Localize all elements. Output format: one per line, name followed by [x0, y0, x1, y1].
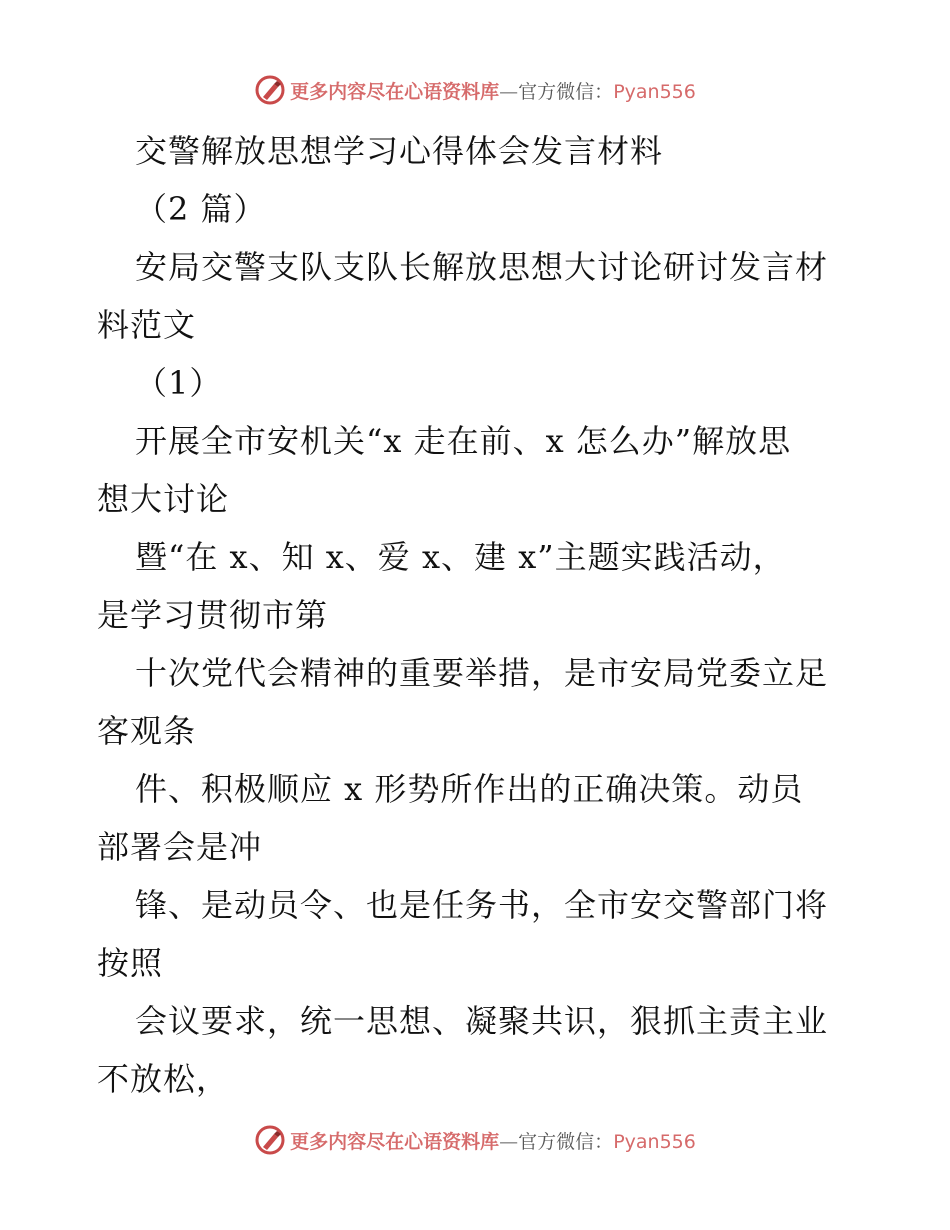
paragraph-line: 暨“在 x、知 x、爱 x、建 x”主题实践活动，: [135, 538, 786, 576]
header-banner: [0, 70, 950, 110]
paragraph-line: 开展全市安机关“x 走在前、x 怎么办”解放思: [135, 422, 792, 460]
paragraph-line: 不放松，: [97, 1060, 230, 1098]
document-subtitle: （2 篇）: [135, 190, 267, 228]
banner-dash: —: [499, 1130, 519, 1153]
document-body: [97, 122, 857, 1108]
banner-account: Pyan556: [613, 1130, 696, 1153]
banner-official-label: 官方微信：: [518, 80, 614, 103]
pen-logo-icon: [254, 74, 286, 106]
paragraph-line: 部署会是冲: [97, 828, 263, 866]
section-heading-continued: 料范文: [97, 306, 197, 344]
paragraph-line: 锋、是动员令、也是任务书，全市安交警部门将: [135, 886, 829, 924]
banner-text: [290, 77, 696, 104]
paragraph-line: 会议要求，统一思想、凝聚共识，狠抓主责主业: [135, 1002, 829, 1040]
section-heading: 安局交警支队支队长解放思想大讨论研讨发言材: [135, 248, 829, 286]
banner-brand: 更多内容尽在心语资料库: [290, 1130, 500, 1153]
paragraph-line: 按照: [97, 944, 164, 982]
document-title: 交警解放思想学习心得体会发言材料: [135, 132, 664, 170]
paragraph-line: 十次党代会精神的重要举措，是市安局党委立足: [135, 654, 829, 692]
pen-logo-icon: [254, 1124, 286, 1156]
section-number: （1）: [135, 364, 223, 402]
banner-official-label: 官方微信：: [518, 1130, 614, 1153]
paragraph-line: 件、积极顺应 x 形势所作出的正确决策。动员: [135, 770, 804, 808]
paragraph-line: 想大讨论: [97, 480, 230, 518]
banner-text: [290, 1127, 696, 1154]
footer-banner: [0, 1120, 950, 1160]
banner-brand: 更多内容尽在心语资料库: [290, 80, 500, 103]
banner-dash: —: [499, 80, 519, 103]
banner-account: Pyan556: [613, 80, 696, 103]
paragraph-line: 是学习贯彻市第: [97, 596, 329, 634]
paragraph-line: 客观条: [97, 712, 197, 750]
